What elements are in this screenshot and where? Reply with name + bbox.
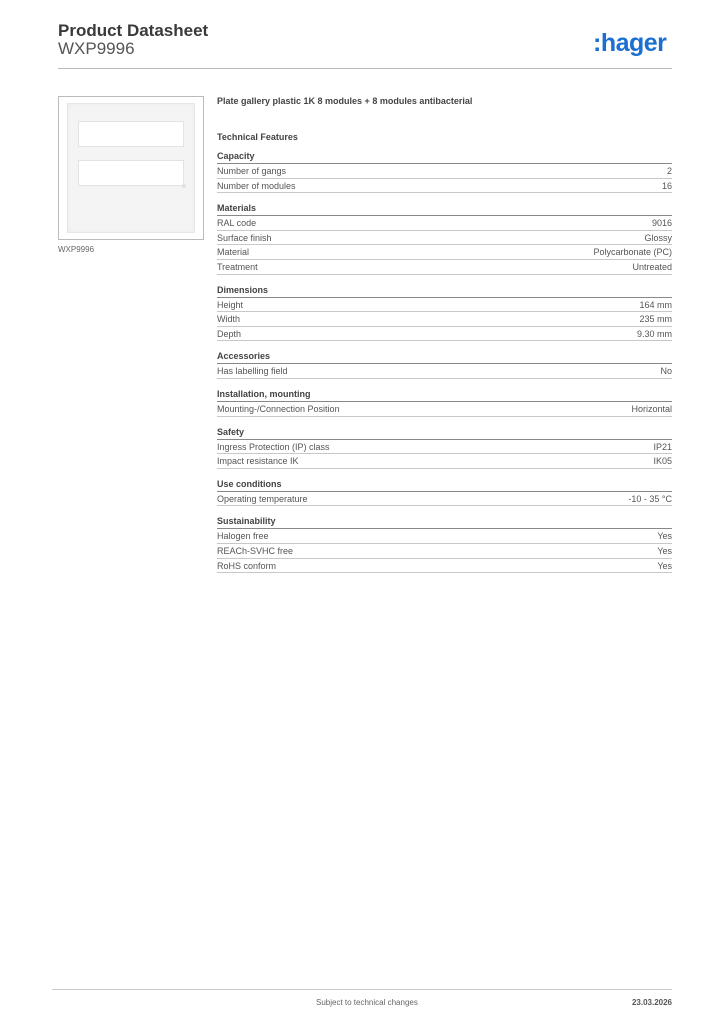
spec-row — [217, 402, 672, 417]
module-slot — [78, 160, 184, 186]
spec-label: Mounting-/Connection Position — [217, 403, 340, 414]
spec-value: IK05 — [653, 456, 672, 467]
spec-label: Height — [217, 299, 244, 310]
spec-label: RAL code — [217, 218, 257, 229]
spec-value: Yes — [657, 560, 672, 571]
spec-value: Polycarbonate (PC) — [593, 247, 672, 258]
feature-sections — [217, 149, 672, 573]
section-title: Materials — [217, 201, 672, 216]
module-slot — [78, 121, 184, 147]
spec-row — [217, 164, 672, 179]
spec-value: Horizontal — [631, 403, 672, 414]
spec-label: Number of modules — [217, 180, 296, 191]
section-materials — [217, 201, 672, 274]
spec-row — [217, 298, 672, 313]
spec-row — [217, 440, 672, 455]
plate-marker — [182, 184, 186, 188]
spec-row — [217, 454, 672, 469]
section-safety — [217, 425, 672, 469]
header-divider — [58, 68, 672, 69]
spec-row — [217, 559, 672, 574]
footer-date: 23.03.2026 — [631, 998, 672, 1007]
spec-value: 235 mm — [639, 314, 672, 325]
spec-row — [217, 179, 672, 194]
spec-label: Depth — [217, 328, 242, 339]
datasheet-content — [217, 96, 672, 573]
spec-label: Halogen free — [217, 531, 269, 542]
technical-features-heading: Technical Features — [217, 132, 298, 142]
spec-value: -10 - 35 °C — [628, 493, 672, 504]
spec-row — [217, 231, 672, 246]
spec-label: Treatment — [217, 261, 258, 272]
spec-value: Yes — [657, 545, 672, 556]
spec-value: Glossy — [644, 232, 672, 243]
brand-logo-text: hager — [600, 29, 667, 57]
spec-label: Impact resistance IK — [217, 456, 299, 467]
brand-logo: :hager — [593, 29, 667, 57]
product-description: Plate gallery plastic 1K 8 modules + 8 modules antibacterial — [217, 96, 473, 106]
spec-label: Operating temperature — [217, 493, 308, 504]
product-plate-illustration — [67, 103, 195, 233]
section-title: Safety — [217, 425, 672, 440]
spec-label: REACh-SVHC free — [217, 545, 294, 556]
spec-value: Untreated — [632, 261, 672, 272]
spec-row — [217, 260, 672, 275]
spec-row — [217, 312, 672, 327]
product-image — [58, 96, 204, 240]
section-installation-mounting — [217, 387, 672, 417]
spec-label: Width — [217, 314, 241, 325]
product-code: WXP9996 — [58, 39, 135, 58]
spec-value: 16 — [661, 180, 672, 191]
spec-row — [217, 245, 672, 260]
section-capacity — [217, 149, 672, 193]
spec-label: Ingress Protection (IP) class — [217, 441, 330, 452]
section-title: Sustainability — [217, 514, 672, 529]
spec-label: Number of gangs — [217, 166, 287, 176]
spec-row — [217, 529, 672, 544]
spec-value: Yes — [657, 531, 672, 542]
spec-label: Surface finish — [217, 232, 272, 243]
section-use-conditions — [217, 477, 672, 507]
section-title: Dimensions — [217, 283, 672, 298]
spec-value: IP21 — [653, 441, 672, 452]
page-title: Product Datasheet — [58, 21, 209, 40]
spec-value: 2 — [666, 166, 672, 176]
spec-value: 164 mm — [639, 299, 672, 310]
spec-value: 9.30 mm — [636, 328, 672, 339]
section-title: Accessories — [217, 349, 672, 364]
section-accessories — [217, 349, 672, 379]
section-title: Installation, mounting — [217, 387, 672, 402]
footer-note: Subject to technical changes — [316, 998, 418, 1007]
footer-divider — [52, 989, 672, 990]
spec-row — [217, 216, 672, 231]
section-title: Use conditions — [217, 477, 672, 492]
spec-value: 9016 — [651, 218, 672, 229]
spec-row — [217, 364, 672, 379]
image-caption: WXP9996 — [58, 245, 95, 254]
spec-value: No — [660, 366, 672, 377]
section-title: Capacity — [217, 149, 672, 164]
spec-label: Material — [217, 247, 250, 258]
section-dimensions — [217, 283, 672, 342]
section-sustainability — [217, 514, 672, 573]
spec-row — [217, 492, 672, 507]
spec-row — [217, 327, 672, 342]
spec-label: RoHS conform — [217, 560, 277, 571]
spec-row — [217, 544, 672, 559]
spec-label: Has labelling field — [217, 366, 288, 377]
